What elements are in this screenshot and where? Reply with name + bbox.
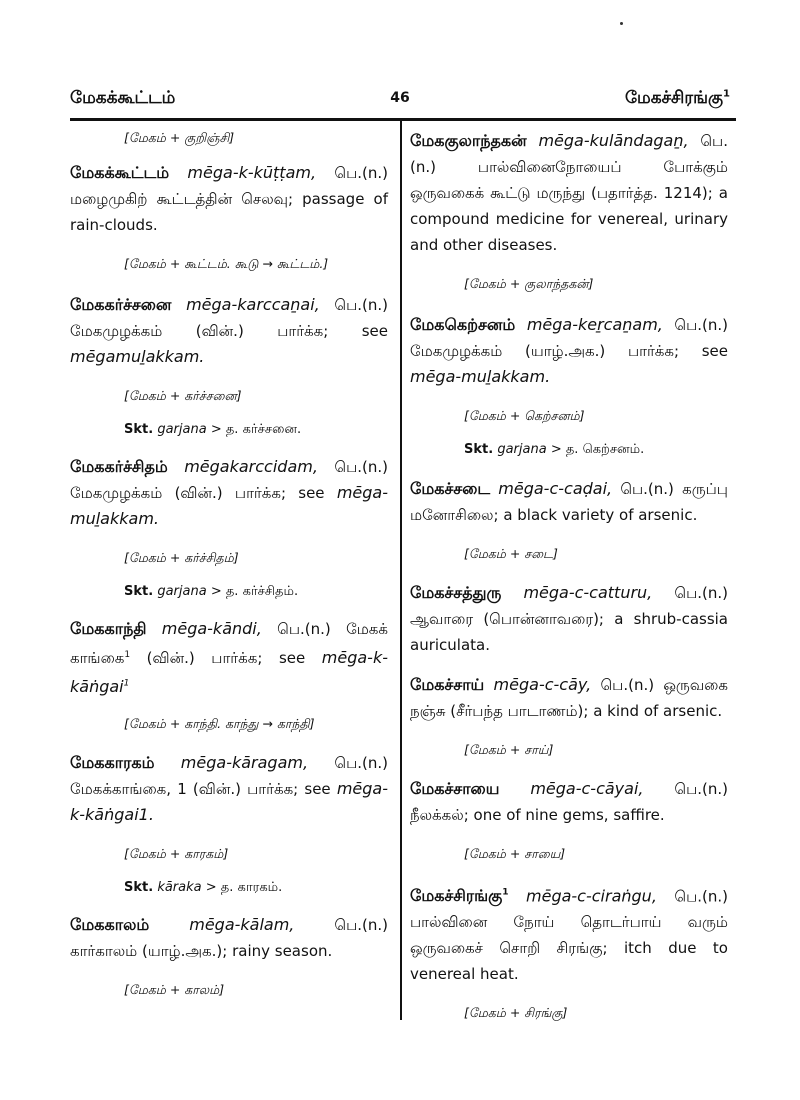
transliteration: mēga-keṟcaṉam, [526, 315, 663, 334]
etymology: [மேகம் + கர்ச்சனை] [124, 388, 242, 403]
etymology: [மேகம் + குறிஞ்சி] [124, 130, 235, 145]
etymology: [மேகம் + சாயை] [464, 846, 566, 861]
definition: பால்வினைநோயைப் போக்கும் ஒருவகைக் கூட்டு மருந்து (பதார்த்த. 1214); a compound medicine for venereal, urinary and other diseases. [410, 158, 728, 254]
definition: மழைமுகிற் கூட்டத்தின் செலவு; passage of rain-clouds. [70, 190, 388, 234]
cross-reference: mēga-muḻakkam. [410, 367, 551, 386]
part-of-speech: பெ.(n.) [334, 754, 388, 773]
etymology: [மேகம் + கர்ச்சிதம்] [124, 550, 239, 565]
sanskrit-note: Skt. garjana > த. கர்ச்சிதம். [124, 584, 299, 599]
transliteration: mēga-c-catturu, [523, 583, 653, 602]
transliteration: mēga-kāragam, [180, 753, 309, 773]
etymology: [மேகம் + காரகம்] [124, 846, 229, 862]
definition: மேகக்காங்கை, 1 (வின்.) பார்க்க; see [70, 780, 331, 799]
transliteration: mēga-kālam, [189, 915, 295, 935]
definition: பால்வினை நோய் தொடர்பாய் வரும் ஒருவகைச் சொறி சிரங்கு; itch due to venereal heat. [410, 913, 728, 984]
dictionary-entry [410, 128, 728, 258]
page-number: 46 [390, 90, 410, 106]
dictionary-entry [410, 776, 728, 828]
part-of-speech: பெ.(n.) [674, 887, 728, 906]
sanskrit-note: Skt. garjana > த. கெற்சனம். [464, 442, 645, 457]
headword: மேககாந்தி [70, 619, 147, 638]
part-of-speech: பெ.(n.) [674, 316, 728, 334]
headword: மேககாரகம் [70, 753, 155, 773]
transliteration: mēga-kāndi, [161, 619, 262, 638]
headword: மேகச்சாயை [410, 779, 500, 798]
part-of-speech: பெ.(n.) [674, 780, 728, 798]
definition: மேகக் காங்கை$^1$ (வின்.) பார்க்க; see [70, 620, 388, 667]
headword: மேககெற்சனம் [410, 315, 516, 334]
dictionary-entry [410, 672, 728, 724]
headword: மேகக்கூட்டம் [70, 163, 170, 182]
dictionary-entry [70, 454, 388, 532]
part-of-speech: பெ.(n.) [410, 132, 728, 176]
headword: மேககுலாந்தகன் [410, 131, 527, 150]
definition: ஒருவகை நஞ்சு (சீர்பந்த பாடாணம்); a kind of arsenic. [410, 676, 728, 720]
page-header [70, 88, 730, 116]
etymology: [மேகம் + கெற்சனம்] [464, 408, 585, 423]
headword: மேகச்சத்துரு [410, 583, 502, 602]
left-guide-word: மேகக்கூட்டம் [70, 88, 176, 108]
header-rule [70, 118, 736, 121]
transliteration: mēga-c-cāy, [493, 675, 592, 694]
transliteration: mēga-k-kūṭṭam, [187, 163, 317, 182]
definition: கார்காலம் (யாழ்.அக.); rainy season. [70, 942, 333, 961]
headword: மேககர்ச்சனை [70, 295, 172, 314]
dictionary-entry [70, 616, 388, 700]
headword: மேககர்ச்சிதம் [70, 457, 168, 476]
part-of-speech: பெ.(n.) [334, 916, 388, 935]
etymology: [மேகம் + சிரங்கு] [464, 1005, 568, 1021]
etymology: [மேகம் + குலாந்தகன்] [464, 276, 594, 291]
transliteration: mēga-kulāndagaṉ, [538, 131, 689, 150]
definition: கருப்பு மனோசிலை; a black variety of arsenic. [410, 480, 728, 524]
transliteration: mēgakarccidam, [184, 457, 318, 476]
headword: மேகச்சிரங்கு$^1$ [410, 886, 509, 906]
part-of-speech: பெ.(n.) [277, 620, 331, 638]
stray-dot [620, 22, 623, 25]
dictionary-entry [410, 476, 728, 528]
right-column [410, 128, 728, 1023]
headword: மேகச்சாய் [410, 675, 485, 694]
part-of-speech: பெ.(n.) [334, 164, 388, 182]
part-of-speech: பெ.(n.) [600, 676, 655, 694]
transliteration: mēga-c-ciraṅgu, [526, 886, 657, 906]
part-of-speech: பெ.(n.) [620, 480, 674, 498]
dictionary-entry [70, 750, 388, 828]
definition: மேகமுழக்கம் (வின்.) பார்க்க; see [70, 322, 388, 340]
dictionary-entry [410, 580, 728, 658]
etymology: [மேகம் + கூட்டம். கூடு → கூட்டம்.] [124, 256, 329, 271]
sanskrit-note: Skt. garjana > த. கர்ச்சனை. [124, 422, 302, 437]
transliteration: mēga-karccaṉai, [186, 295, 320, 314]
column-divider [400, 120, 402, 1020]
cross-reference: mēga-k-kāṅgai1. [70, 779, 388, 825]
etymology: [மேகம் + சாய்] [464, 742, 554, 757]
sanskrit-note: Skt. kāraka > த. காரகம். [124, 880, 283, 896]
dictionary-entry [70, 912, 388, 964]
cross-reference: mēga-muḻakkam. [70, 483, 388, 528]
etymology: [மேகம் + காந்தி. காந்து → காந்தி] [124, 716, 315, 732]
part-of-speech: பெ.(n.) [334, 458, 388, 476]
right-guide-word: மேகச்சிரங்கு$^1$ [624, 88, 730, 108]
headword: மேககாலம் [70, 915, 150, 935]
etymology: [மேகம் + சடை] [464, 546, 558, 561]
transliteration: mēga-c-caḍai, [498, 479, 613, 498]
part-of-speech: பெ.(n.) [334, 296, 388, 314]
part-of-speech: பெ.(n.) [674, 584, 728, 602]
dictionary-entry [70, 160, 388, 238]
definition: மேகமுழக்கம் (யாழ்.அக.) பார்க்க; see [410, 342, 728, 360]
definition: மேகமுழக்கம் (வின்.) பார்க்க; see [70, 484, 325, 502]
cross-reference: mēga-k-kāṅgai$^1$ [70, 648, 388, 697]
transliteration: mēga-c-cāyai, [530, 779, 644, 798]
left-column [70, 128, 388, 1000]
definition: ஆவாரை (பொன்னாவரை); a shrub-cassia auriculata. [410, 610, 728, 654]
definition: நீலக்கல்; one of nine gems, saffire. [410, 806, 665, 824]
cross-reference: mēgamuḻakkam. [70, 347, 205, 366]
dictionary-entry [70, 292, 388, 370]
dictionary-entry [410, 312, 728, 390]
dictionary-entry [410, 880, 728, 987]
headword: மேகச்சடை [410, 479, 491, 498]
etymology: [மேகம் + காலம்] [124, 982, 225, 998]
